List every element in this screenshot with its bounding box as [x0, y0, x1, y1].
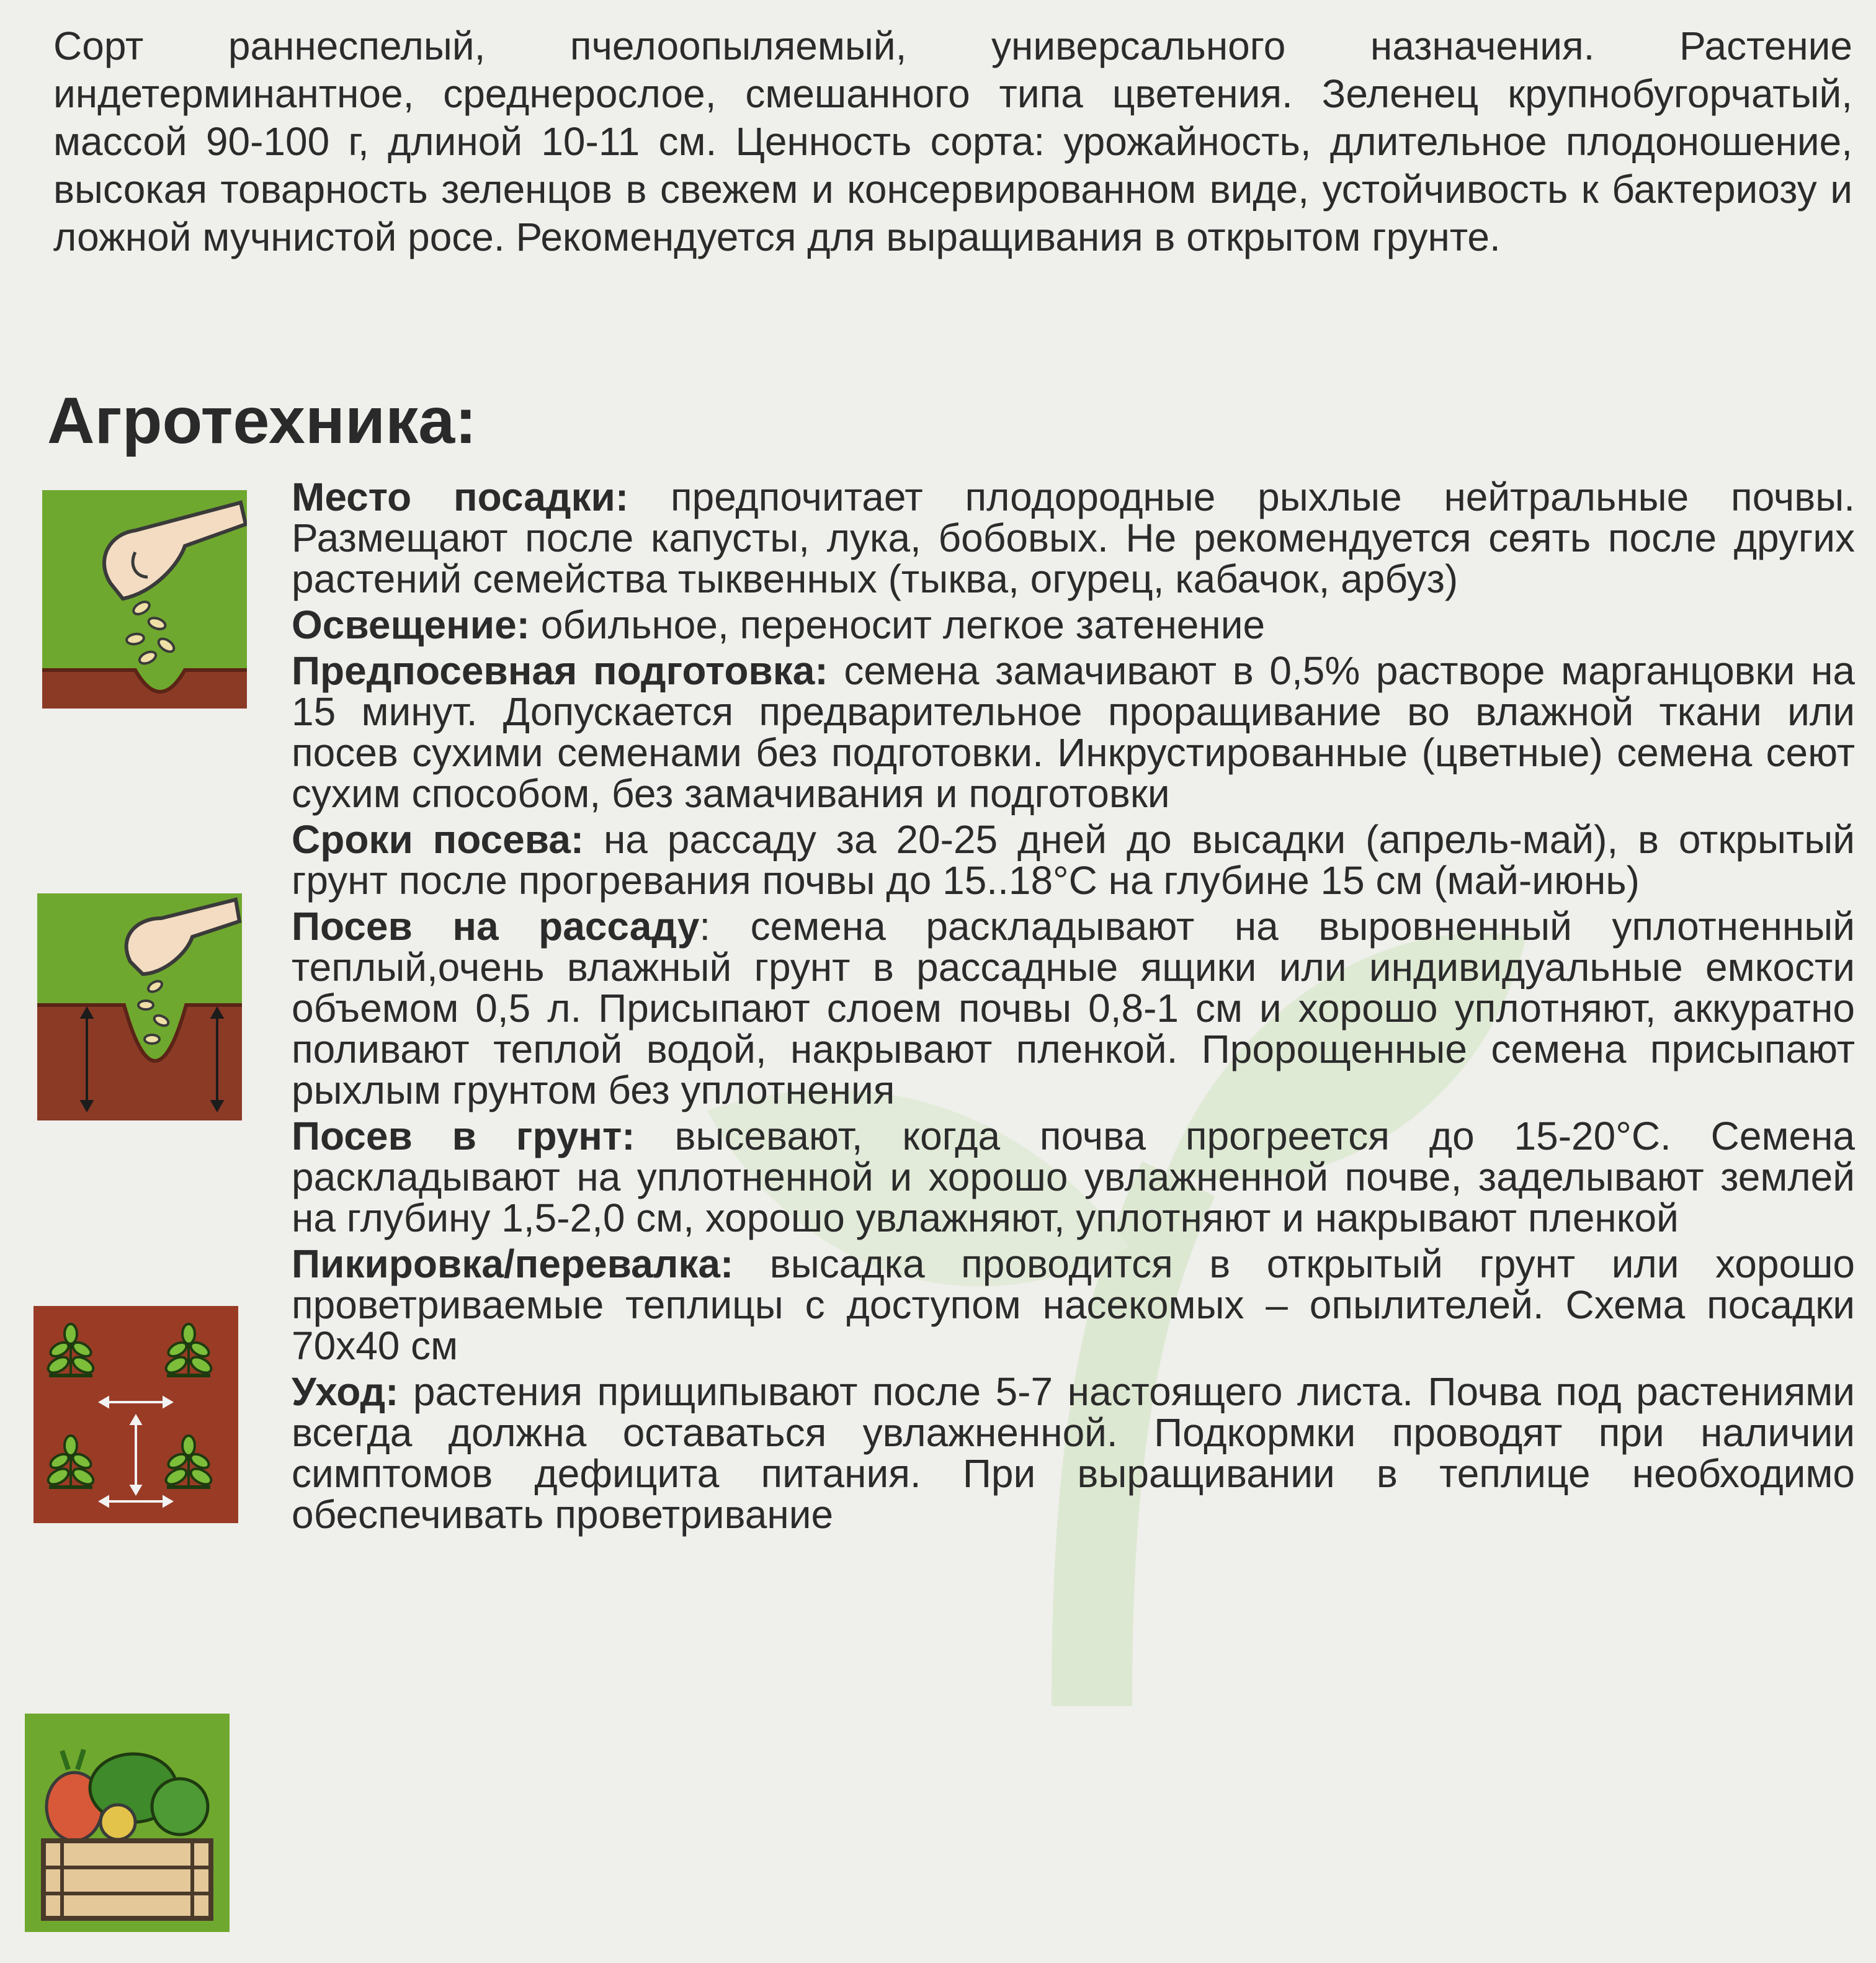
seed-depth-icon — [37, 893, 242, 1120]
term-text: : семена раскладывают на выровненный уплотненный теплый,очень влажный грунт в рассадные ящики или индивидуальные емкости объемом 0,5 л. Присыпают слоем почвы 0,8-1 см и хорошо уплотняют, аккуратно поливают теплой водой, накрывают пленкой. Пророщенные семена присыпают рыхлым грунтом без уплотнения — [292, 904, 1856, 1112]
agrotechnics-heading: Агротехника: — [47, 384, 477, 457]
term-text: обильное, переносит легкое затенение — [529, 602, 1266, 647]
list-item-planting-site — [292, 476, 1855, 599]
planting-scheme-icon — [34, 1306, 238, 1523]
term-text: высевают, когда почва прогреется до 15-20°С. Семена раскладывают на уплотненной и хорошо увлажненной почве, заделывают землей на глубину 1,5-2,0 см, хорошо увлажняют, уплотняют и накрывают пленкой — [292, 1114, 1856, 1240]
term-label: Пикировка/перевалка: — [292, 1241, 734, 1286]
list-item-transplanting — [292, 1243, 1855, 1366]
term-label: Предпосевная подготовка: — [292, 648, 828, 693]
term-label: Посев на рассаду — [292, 904, 700, 949]
term-label: Место посадки: — [292, 475, 629, 519]
term-text: на рассаду за 20-25 дней до высадки (апрель-май), в открытый грунт после прогревания почвы до 15..18°С на глубине 15 см (май-июнь) — [292, 817, 1856, 903]
agrotechnics-list — [292, 476, 1855, 1540]
variety-description: Сорт раннеспелый, пчелоопыляемый, универсального назначения. Растение индетерминантное, среднерослое, смешанного типа цветения. Зеленец крупнобугорчатый, массой 90-100 г, длиной 10-11 см. Ценность сорта: урожайность, длительное плодоношение, высокая товарность зеленцов в свежем и консервированном виде, устойчивость к бактериозу и ложной мучнистой росе. Рекомендуется для выращивания в открытом грунте. — [53, 24, 1852, 259]
list-item-seedlings — [292, 906, 1855, 1111]
list-item-sowing-dates — [292, 819, 1855, 901]
term-label: Посев в грунт: — [292, 1114, 635, 1158]
hand-sowing-seeds-icon — [42, 490, 247, 709]
harvest-crate-icon — [25, 1714, 230, 1932]
term-label: Сроки посева: — [292, 817, 584, 862]
list-item-care — [292, 1371, 1855, 1535]
term-text: высадка проводится в открытый грунт или хорошо проветриваемые теплицы с доступом насекомых – опылителей. Схема посадки 70х40 см — [292, 1241, 1855, 1368]
term-label: Уход: — [292, 1369, 399, 1414]
list-item-lighting — [292, 604, 1855, 645]
term-label: Освещение: — [292, 602, 530, 647]
list-item-presowing — [292, 650, 1855, 814]
term-text: предпочитает плодородные рыхлые нейтральные почвы. Размещают после капусты, лука, бобовых. Не рекомендуется сеять после других растений семейства тыквенных (тыква, огурец, кабачок, арбуз) — [292, 475, 1856, 601]
term-text: семена замачивают в 0,5% растворе марганцовки на 15 минут. Допускается предварительное проращивание во влажной ткани или посев сухими семенами без подготовки. Инкрустированные (цветные) семена сеют сухим способом, без замачивания и подготовки — [292, 648, 1856, 816]
list-item-open-ground — [292, 1116, 1855, 1238]
term-text: растения прищипывают после 5-7 настоящего листа. Почва под растениями всегда должна оставаться увлажненной. Подкормки проводят при наличии симптомов дефицита питания. При выращивании в теплице необходимо обеспечивать проветривание — [292, 1369, 1855, 1537]
